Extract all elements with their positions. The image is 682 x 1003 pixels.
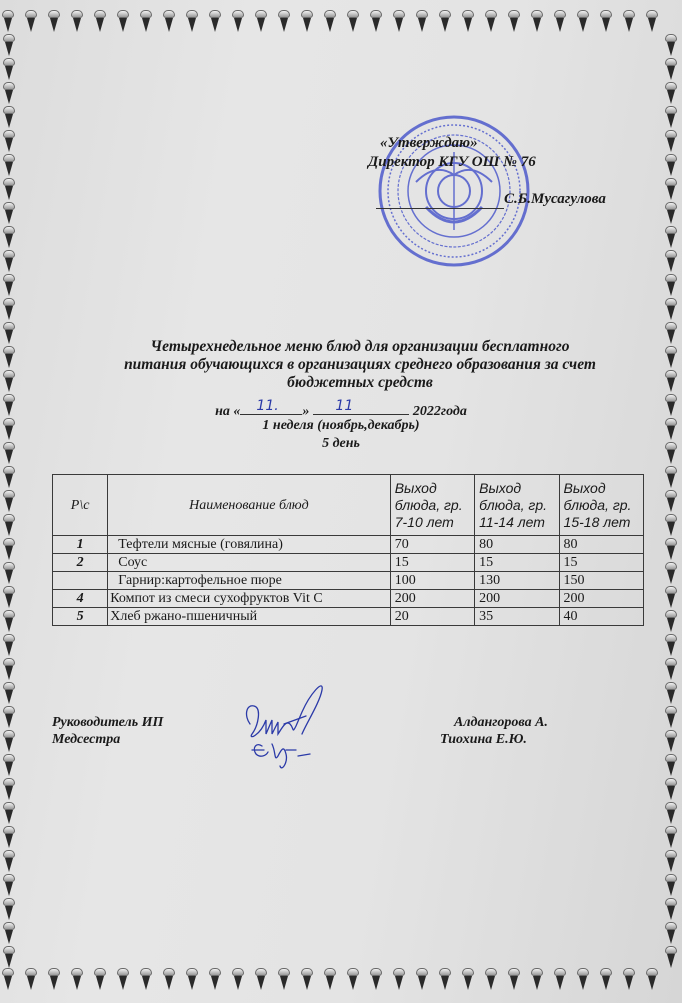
date-prefix: на « xyxy=(215,404,241,419)
approved-label: «Утверждаю» xyxy=(380,135,478,151)
cone-icon xyxy=(531,968,543,990)
cone-icon xyxy=(3,82,15,104)
cone-icon xyxy=(665,778,677,800)
cone-icon xyxy=(347,10,359,32)
cone-icon xyxy=(665,130,677,152)
cone-icon xyxy=(25,968,37,990)
cone-icon xyxy=(117,968,129,990)
cone-icon xyxy=(255,968,267,990)
cone-icon xyxy=(3,754,15,776)
cone-icon xyxy=(600,10,612,32)
cone-icon xyxy=(665,586,677,608)
cone-icon xyxy=(485,968,497,990)
yield-7-10: 100 xyxy=(390,572,474,590)
cone-icon xyxy=(600,968,612,990)
title-line: бюджетных средств xyxy=(287,374,433,391)
dish-name: Тефтели мясные (говялина) xyxy=(108,536,390,554)
footer-name-head: Алдангорова А. xyxy=(454,715,548,730)
cone-icon xyxy=(140,968,152,990)
cone-icon xyxy=(186,968,198,990)
dish-name: Гарнир:картофельное пюре xyxy=(108,572,390,590)
cone-icon xyxy=(577,968,589,990)
cone-icon xyxy=(3,610,15,632)
cone-icon xyxy=(3,130,15,152)
cone-icon xyxy=(462,968,474,990)
cone-icon xyxy=(186,10,198,32)
cone-icon xyxy=(3,370,15,392)
date-year: 2022года xyxy=(412,404,467,419)
footer-role-head: Руководитель ИП xyxy=(52,715,164,730)
cone-icon xyxy=(665,730,677,752)
cone-icon xyxy=(3,874,15,896)
cone-icon xyxy=(3,850,15,872)
footer-name-nurse: Тиохина Е.Ю. xyxy=(440,732,527,747)
cone-icon xyxy=(232,968,244,990)
cone-icon xyxy=(665,490,677,512)
cone-icon xyxy=(665,82,677,104)
date-mid: » xyxy=(302,404,310,419)
yield-15-18: 15 xyxy=(559,554,643,572)
cone-icon xyxy=(3,298,15,320)
cone-icon xyxy=(278,968,290,990)
cone-icon xyxy=(665,802,677,824)
header-yield-7-10: Выход блюда, гр. 7-10 лет xyxy=(390,475,474,536)
cone-icon xyxy=(3,922,15,944)
cone-icon xyxy=(665,154,677,176)
footer-role-nurse: Медсестра xyxy=(52,732,121,747)
cone-icon xyxy=(3,778,15,800)
cone-icon xyxy=(3,202,15,224)
cone-icon xyxy=(3,802,15,824)
cone-icon xyxy=(665,514,677,536)
day-label: 5 день xyxy=(322,436,360,451)
cone-icon xyxy=(646,968,658,990)
cone-icon xyxy=(71,10,83,32)
cone-icon xyxy=(3,586,15,608)
cone-icon xyxy=(665,226,677,248)
yield-7-10: 20 xyxy=(390,608,474,626)
cone-icon xyxy=(3,730,15,752)
document-title xyxy=(40,338,680,392)
cone-icon xyxy=(508,10,520,32)
row-number: 1 xyxy=(53,536,108,554)
cone-icon xyxy=(3,826,15,848)
cone-icon xyxy=(3,466,15,488)
cone-icon xyxy=(554,10,566,32)
cone-icon xyxy=(370,10,382,32)
header-number: Р\с xyxy=(53,475,108,536)
table-row xyxy=(53,590,644,608)
cone-icon xyxy=(665,658,677,680)
director-position: Директор КГУ ОШ № 76 xyxy=(368,154,536,170)
cone-icon xyxy=(71,968,83,990)
cone-icon xyxy=(393,968,405,990)
table-header-row xyxy=(53,475,644,536)
cone-icon xyxy=(462,10,474,32)
cone-icon xyxy=(324,10,336,32)
cone-icon xyxy=(117,10,129,32)
cone-icon xyxy=(3,514,15,536)
yield-11-14: 130 xyxy=(475,572,559,590)
yield-11-14: 80 xyxy=(475,536,559,554)
cone-icon xyxy=(665,874,677,896)
cone-icon xyxy=(665,34,677,56)
cone-icon xyxy=(232,10,244,32)
week-label: 1 неделя (ноябрь,декабрь) xyxy=(262,418,420,433)
cone-icon xyxy=(2,968,14,990)
handwritten-month: 11 xyxy=(335,398,354,414)
cone-icon xyxy=(665,634,677,656)
table-row xyxy=(53,572,644,590)
cone-icon xyxy=(94,968,106,990)
cone-icon xyxy=(665,106,677,128)
row-number: 4 xyxy=(53,590,108,608)
cone-icon xyxy=(3,274,15,296)
cone-icon xyxy=(665,202,677,224)
cone-icon xyxy=(3,538,15,560)
cone-icon xyxy=(48,968,60,990)
cone-icon xyxy=(3,490,15,512)
cone-icon xyxy=(439,968,451,990)
yield-11-14: 15 xyxy=(475,554,559,572)
cone-icon xyxy=(665,274,677,296)
cone-icon xyxy=(665,538,677,560)
table-row xyxy=(53,536,644,554)
cone-icon xyxy=(665,610,677,632)
cone-icon xyxy=(665,946,677,968)
cone-icon xyxy=(3,946,15,968)
yield-7-10: 70 xyxy=(390,536,474,554)
dish-name: Компот из смеси сухофруктов Vit C xyxy=(108,590,390,608)
cone-icon xyxy=(140,10,152,32)
cone-icon xyxy=(278,10,290,32)
cone-icon xyxy=(665,706,677,728)
yield-15-18: 150 xyxy=(559,572,643,590)
cone-icon xyxy=(3,178,15,200)
table-row xyxy=(53,554,644,572)
yield-15-18: 40 xyxy=(559,608,643,626)
cone-icon xyxy=(665,466,677,488)
cone-icon xyxy=(665,562,677,584)
cone-icon xyxy=(665,922,677,944)
cone-icon xyxy=(623,968,635,990)
cone-icon xyxy=(665,754,677,776)
cone-icon xyxy=(531,10,543,32)
cone-icon xyxy=(623,10,635,32)
cone-icon xyxy=(665,682,677,704)
header-dish-name: Наименование блюд xyxy=(108,475,390,536)
cone-icon xyxy=(3,898,15,920)
cone-icon xyxy=(301,10,313,32)
cone-icon xyxy=(48,10,60,32)
cone-icon xyxy=(665,298,677,320)
cone-icon xyxy=(209,968,221,990)
cone-icon xyxy=(25,10,37,32)
cone-icon xyxy=(665,178,677,200)
cone-icon xyxy=(646,10,658,32)
cone-icon xyxy=(3,250,15,272)
director-name: С.Б.Мусагулова xyxy=(504,191,606,207)
cone-icon xyxy=(255,10,267,32)
title-line: питания обучающихся в организациях среднего образования за счет xyxy=(124,356,596,373)
signature-line xyxy=(376,208,504,209)
cone-icon xyxy=(665,826,677,848)
cone-icon xyxy=(3,706,15,728)
cone-icon xyxy=(3,322,15,344)
handwritten-signature xyxy=(236,676,336,776)
cone-icon xyxy=(2,10,14,32)
row-number: 2 xyxy=(53,554,108,572)
cone-icon xyxy=(3,34,15,56)
header-yield-15-18: Выход блюда, гр. 15-18 лет xyxy=(559,475,643,536)
cone-icon xyxy=(163,10,175,32)
month-blank xyxy=(313,400,409,415)
cone-icon xyxy=(3,346,15,368)
cone-icon xyxy=(3,106,15,128)
cone-icon xyxy=(577,10,589,32)
cone-icon xyxy=(485,10,497,32)
yield-15-18: 200 xyxy=(559,590,643,608)
cone-icon xyxy=(3,562,15,584)
cone-icon xyxy=(416,968,428,990)
cone-icon xyxy=(301,968,313,990)
cone-icon xyxy=(3,634,15,656)
cone-icon xyxy=(324,968,336,990)
day-blank xyxy=(240,400,302,415)
cone-icon xyxy=(209,10,221,32)
menu-table xyxy=(52,474,644,626)
cone-icon xyxy=(416,10,428,32)
row-number xyxy=(53,572,108,590)
cone-icon xyxy=(665,898,677,920)
cone-icon xyxy=(554,968,566,990)
yield-11-14: 35 xyxy=(475,608,559,626)
cone-icon xyxy=(665,250,677,272)
yield-7-10: 15 xyxy=(390,554,474,572)
header-yield-11-14: Выход блюда, гр. 11-14 лет xyxy=(475,475,559,536)
cone-icon xyxy=(665,850,677,872)
cone-icon xyxy=(94,10,106,32)
yield-15-18: 80 xyxy=(559,536,643,554)
cone-icon xyxy=(439,10,451,32)
yield-7-10: 200 xyxy=(390,590,474,608)
handwritten-day: 11. xyxy=(256,398,279,414)
cone-icon xyxy=(347,968,359,990)
cone-icon xyxy=(370,968,382,990)
cone-icon xyxy=(665,58,677,80)
cone-icon xyxy=(3,226,15,248)
table-row xyxy=(53,608,644,626)
cone-icon xyxy=(163,968,175,990)
cone-icon xyxy=(3,154,15,176)
cone-icon xyxy=(3,682,15,704)
cone-icon xyxy=(3,58,15,80)
dish-name: Соус xyxy=(108,554,390,572)
title-line: Четырехнедельное меню блюд для организации бесплатного xyxy=(150,338,570,355)
cone-icon xyxy=(508,968,520,990)
cone-icon xyxy=(393,10,405,32)
dish-name: Хлеб ржано-пшеничный xyxy=(108,608,390,626)
cone-icon xyxy=(3,658,15,680)
row-number: 5 xyxy=(53,608,108,626)
yield-11-14: 200 xyxy=(475,590,559,608)
